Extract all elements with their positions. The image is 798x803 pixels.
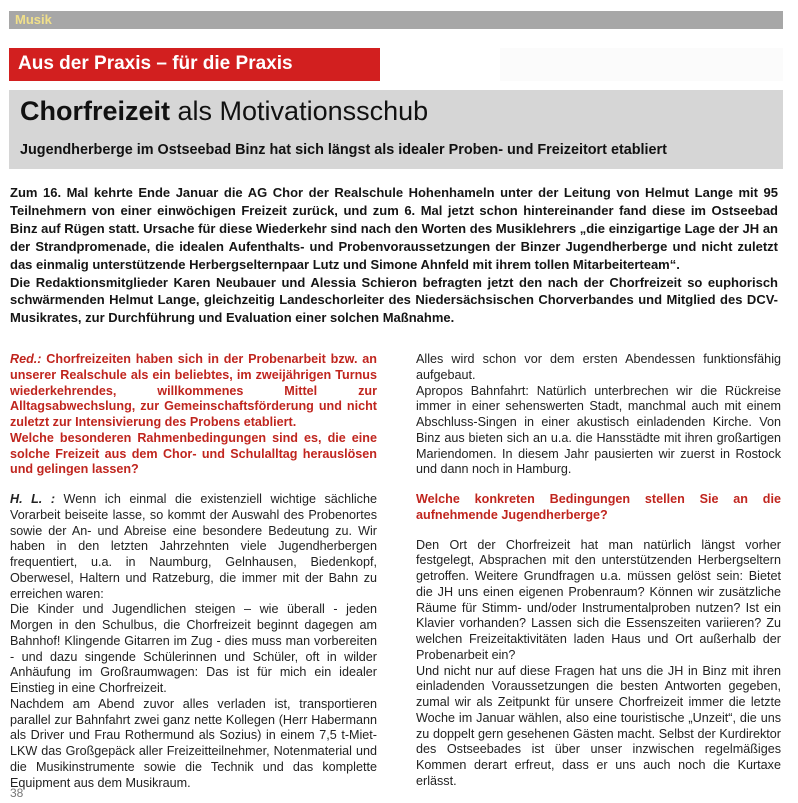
editor-question-1: Welche besonderen Rahmenbedingungen sind es, die eine solche Freizeit aus dem Chor- und Schulalltag herauslösen und gelingen lassen?: [10, 430, 377, 477]
answer-paragraph-3: Nachdem am Abend zuvor alles verladen ist, transportieren parallel zur Bahnfahrt zwei ganz nette Kollegen (Herr Habermann als Driver und Frau Rothermund als Sozius) in einem 7,5 t-Miet-LKW das Großgepäck aller Freizeitteilnehmer, Notenmaterial und die Musikinstrumente sowie die Technik und das komplette Equipment aus dem Musikraum.: [10, 696, 377, 790]
intro-paragraph-1: Zum 16. Mal kehrte Ende Januar die AG Chor der Realschule Hohenhameln unter der Leitung von Helmut Lange mit 95 Teilnehmern von einer einwöchigen Freizeit zurück, und zum 6. Mal jetzt schon hintereinander fand diese im Ostseebad Binz auf Rügen statt. Ursache für diese Wiederkehr sind nach den Worten des Musiklehrers „die einzigartige Lage der JH an der Strandpromenade, die idealen Aufenthalts- und Probenvoraussetzungen der Binzer Jugendherberge und nicht zuletzt das einmalig unterstützende Herbergselternpaar Lutz und Simone Ahnfeld mit ihrem tollen Mitarbeiterteam“.: [10, 185, 778, 272]
headline-box: [9, 90, 783, 169]
editor-question-2: Welche konkreten Bedingungen stellen Sie an die aufnehmende Jugendherberge?: [416, 492, 781, 522]
right-paragraph-4: Und nicht nur auf diese Fragen hat uns die JH in Binz mit ihren einladenden Voraussetzungen die besten Antworten gegeben, zumal wir als Zeitpunkt für unsere Chorfreizeit immer die letzte Woche im Januar wählen, also eine touristische „Unzeit“, die uns zu doppelt gern gesehenen Gästen macht. Selbst der Kurdirektor des Ostseebades ist über unser inzwischen regelmäßiges Kommen derart erfreut, dass er uns auch noch die Kurtaxe erlässt.: [416, 663, 781, 788]
faded-tab: [500, 48, 783, 81]
answer-text-1: Wenn ich einmal die existenziell wichtige sächliche Vorarbeit beiseite lasse, so kommt der Auswahl des Probenortes sowie der An- und Abreise eine besondere Bedeutung zu. Wir haben in den letzten Jahrzehnten viele Jugendherbergen frequentiert, u.a. in Naumburg, Gelnhausen, Biedenkopf, Oberwesel, Haltern und Ratzeburg, die immer mit der Bahn zu erreichen waren:: [10, 492, 377, 601]
page-number: 38: [10, 786, 24, 800]
article-title-bold: Chorfreizeit: [20, 96, 171, 126]
intro-text: [10, 184, 778, 327]
right-column: [416, 352, 781, 790]
interviewee-label: H. L. :: [10, 492, 56, 506]
answer-paragraph-1: [10, 492, 377, 602]
right-paragraph-2: Apropos Bahnfahrt: Natürlich unterbrechen wir die Rückreise immer in einer sehenswerten Stadt, manchmal auch mit einem Abschluss-Singen in einer akustisch einladenden Kirche. Von Binz aus bieten sich an u.a. die Hansstädte mit ihren großartigen Mariendomen. In diesem Jahr pausierten wir zuerst in Rostock und dann noch in Hamburg.: [416, 383, 781, 477]
left-column: [10, 352, 377, 791]
editor-statement: [10, 352, 377, 431]
right-paragraph-3: Den Ort der Chorfreizeit hat man natürlich längst vorher festgelegt, Absprachen mit den unterstützenden Herbergseltern getroffen. Weitere Grundfragen u.a. müssen gelöst sein: Bietet die JH uns einen eigenen Probenraum? Können wir zusätzliche Räume für Stimm- und/oder Instrumentalproben nutzen? Ist ein Klavier vorhanden? Lassen sich die Essenszeiten variieren? Zu welchen Freizeitaktivitäten laden Haus und Ort außerhalb der Probenarbeit ein?: [416, 537, 781, 662]
answer-paragraph-2: Die Kinder und Jugendlichen steigen – wie überall - jeden Morgen in den Schulbus, die Chorfreizeit beginnt dagegen am Bahnhof! Klingende Gitarren im Zug - dies muss man vorbereiten - und dazu singende Schülerinnen und Schüler, oft in wilder Anhäufung im Großraumwagen: Das ist für mich ein idealer Einstieg in eine Chorfreizeit.: [10, 602, 377, 695]
article-subtitle: Jugendherberge im Ostseebad Binz hat sich längst als idealer Proben- und Freizeitort etabliert: [20, 142, 667, 158]
editor-label: Red.:: [10, 352, 42, 366]
right-paragraph-1: Alles wird schon vor dem ersten Abendessen funktionsfähig aufgebaut.: [416, 352, 781, 382]
section-bar: [9, 11, 783, 29]
rubric-banner: [9, 48, 380, 81]
section-label: Musik: [15, 12, 52, 27]
editor-statement-text: Chorfreizeiten haben sich in der Probenarbeit bzw. an unserer Realschule als ein beliebtes, im zweijährigen Turnus wiederkehrendes, willkommenes Mittel zur Alltagsabwechslung, zur Gemeinschaftsförderung und nicht zuletzt zur Intensivierung des Probens etabliert.: [10, 352, 377, 429]
article-title-rest: als Motivationsschub: [170, 96, 429, 126]
article-title: [20, 96, 428, 127]
rubric-banner-text: Aus der Praxis – für die Praxis: [18, 53, 293, 74]
intro-paragraph-2: Die Redaktionsmitglieder Karen Neubauer und Alessia Schieron befragten jetzt den nach der Chorfreizeit so euphorisch schwärmenden Helmut Lange, gleichzeitig Landeschorleiter des Niedersächsischen Chorverbandes und Mitglied des DCV-Musikrates, zur Durchführung und Evaluation einer solchen Maßnahme.: [10, 274, 778, 326]
